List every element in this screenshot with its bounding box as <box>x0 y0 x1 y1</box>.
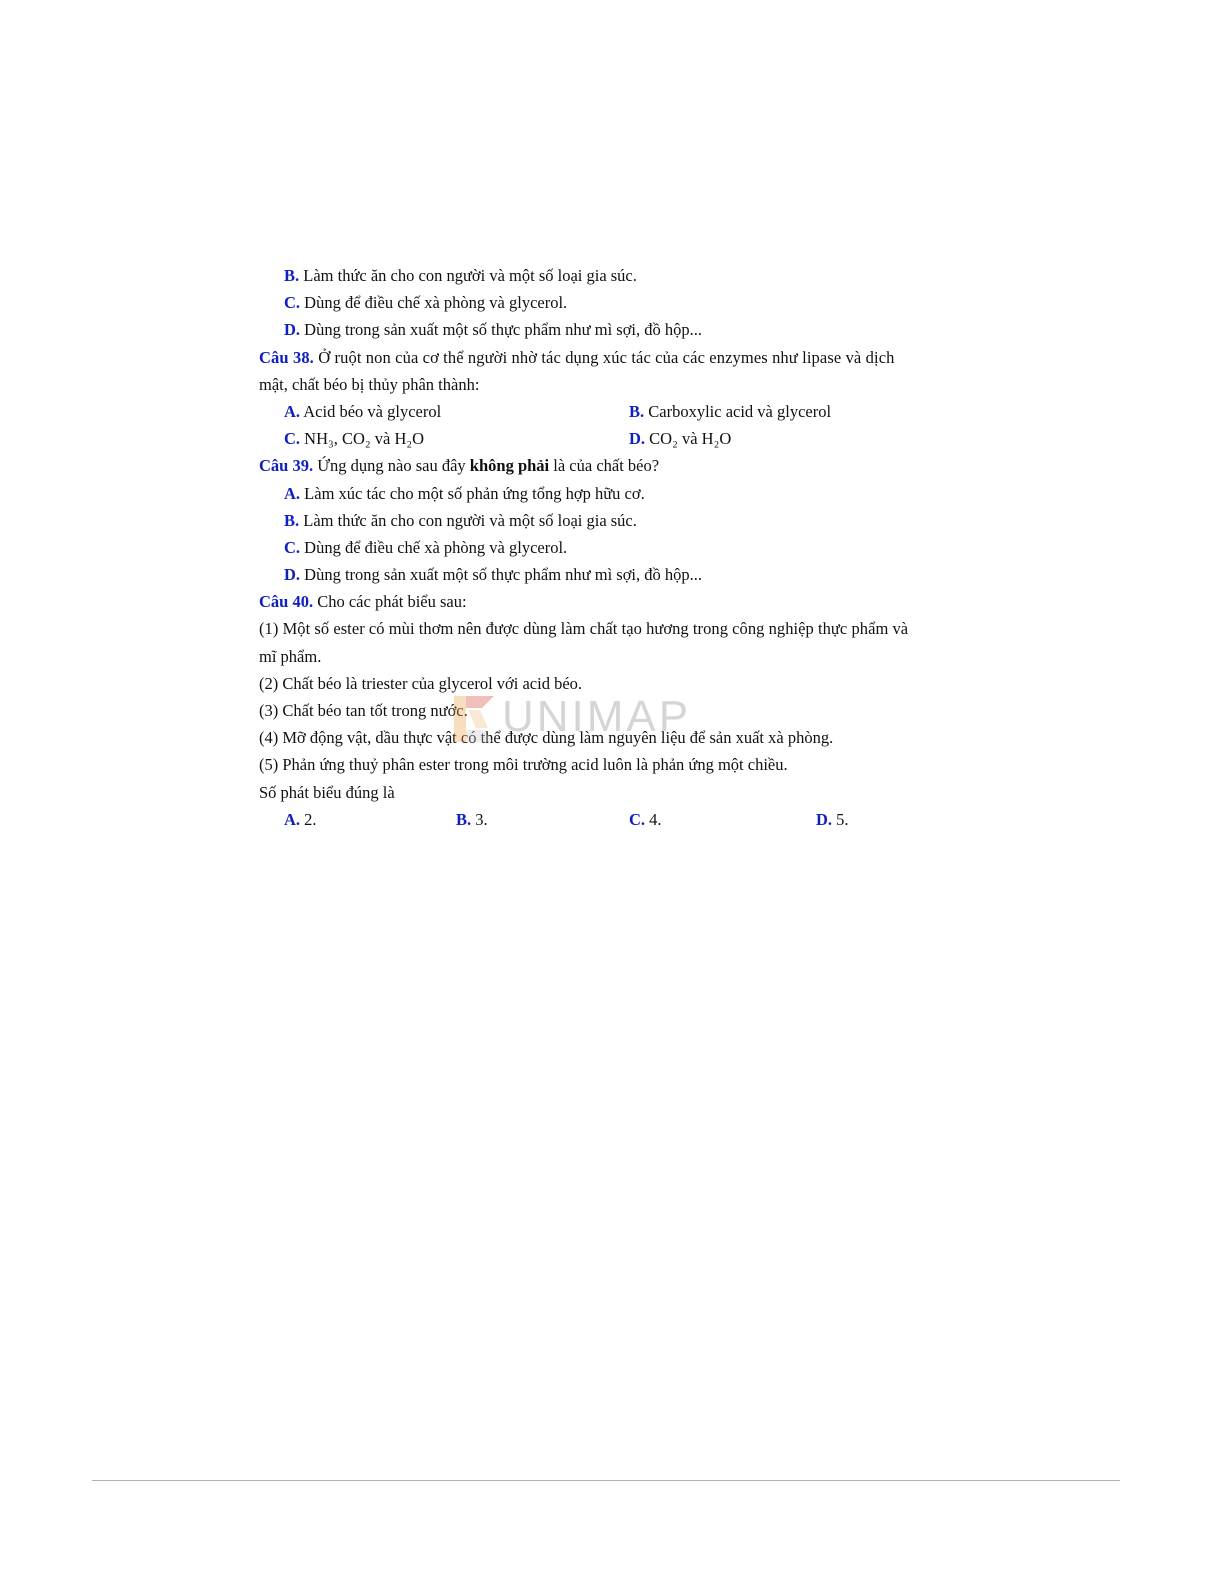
question-40-ask: Số phát biểu đúng là <box>259 782 395 802</box>
question-40: Câu 40. Cho các phát biểu sau: <box>259 592 467 612</box>
statement-2: (2) Chất béo là triester của glycerol với acid béo. <box>259 673 583 693</box>
statement-4: (4) Mỡ động vật, dầu thực vật có thể được dùng làm nguyên liệu để sản xuất xà phòng. <box>259 728 834 748</box>
statement-3: (3) Chất béo tan tốt trong nước. <box>259 701 468 720</box>
watermark-logo: UNIMAP <box>450 690 760 750</box>
question-38: Câu 38. Ở ruột non của cơ thể người nhờ tác dụng xúc tác của các enzymes như lipase và dịch <box>259 347 895 367</box>
q40-option-a: A. 2. <box>284 809 317 829</box>
option-c: C. Dùng để điều chế xà phòng và glycerol. <box>284 293 568 313</box>
question-39: Câu 39. Ứng dụng nào sau đây không phải là của chất béo? <box>259 456 660 476</box>
q40-option-c: C. 4. <box>629 809 662 829</box>
question-38-cont: mật, chất béo bị thủy phân thành: <box>259 374 480 394</box>
q38-option-a: A. Acid béo và glycerol <box>284 401 442 421</box>
q38-options-row2 <box>259 425 979 452</box>
q39-option-a: A. Làm xúc tác cho một số phản ứng tổng hợp hữu cơ. <box>284 483 645 503</box>
q38-options-row1 <box>259 398 979 425</box>
statement-1: (1) Một số ester có mùi thơm nên được dùng làm chất tạo hương trong công nghiệp thực phẩm và <box>259 619 909 639</box>
q38-option-c: C. NH₃, CO₂ và H₂O <box>284 429 425 449</box>
q39-option-d: D. Dùng trong sản xuất một số thực phẩm như mì sợi, đồ hộp... <box>284 565 703 585</box>
footer-divider <box>92 1480 1120 1481</box>
q40-option-d: D. 5. <box>816 809 849 829</box>
option-d: D. Dùng trong sản xuất một số thực phẩm như mì sợi, đồ hộp... <box>284 320 703 340</box>
q39-option-c: C. Dùng để điều chế xà phòng và glycerol. <box>284 537 568 557</box>
statement-5: (5) Phản ứng thuỷ phân ester trong môi trường acid luôn là phản ứng một chiều. <box>259 755 788 775</box>
option-b: B. Làm thức ăn cho con người và một số loại gia súc. <box>284 266 637 285</box>
q40-options <box>259 806 979 833</box>
q40-option-b: B. 3. <box>456 809 488 829</box>
q38-option-b: B. Carboxylic acid và glycerol <box>629 401 832 421</box>
q39-option-b: B. Làm thức ăn cho con người và một số loại gia súc. <box>284 510 637 530</box>
document-body <box>259 262 979 833</box>
statement-1-cont: mĩ phẩm. <box>259 646 322 666</box>
q38-option-d: D. CO₂ và H₂O <box>629 429 732 449</box>
